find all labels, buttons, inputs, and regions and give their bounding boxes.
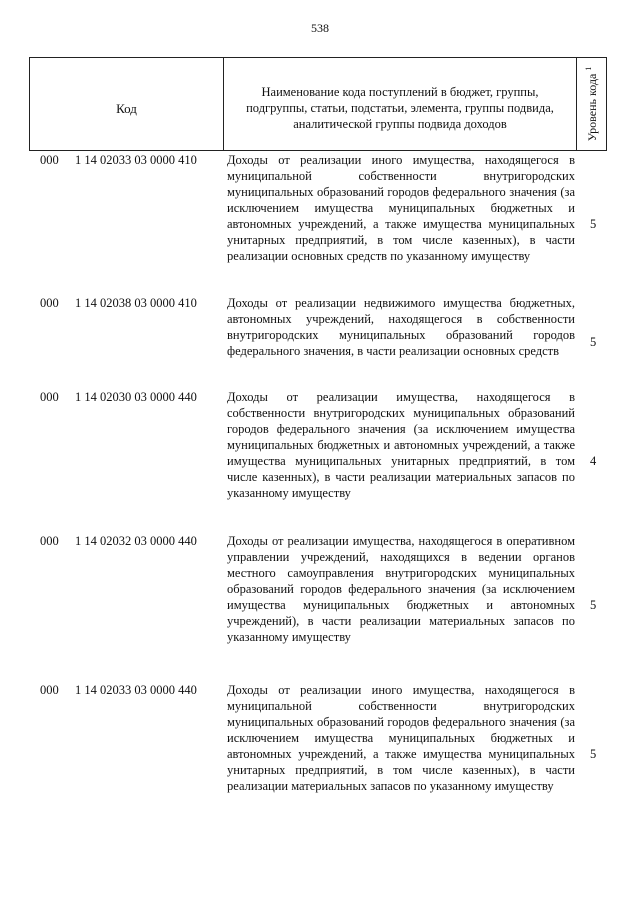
row-level: 4 [590,454,597,468]
table-header [29,57,607,151]
row-name: Доходы от реализации имущества, находящегося в собственности внутригородских муниципальных образований городов федерального значения (за исключением имущества муниципальных бюджетных и автономных учреждений, а также имущества муниципальных унитарных предприятий, в том числе казенных), в части реализации материальных запасов по указанному имуществу [227,390,575,500]
row-prefix: 000 [40,534,59,548]
header-code: Код [30,58,224,150]
row-name: Доходы от реализации недвижимого имущества бюджетных, автономных учреждений, находящегося в собственности внутригородских муниципальных образований городов федерального значения, в части реализации основных средств [227,296,575,358]
header-name: Наименование кода поступлений в бюджет, группы, подгруппы, статьи, подстатьи, элемента, группы подвида, аналитической группы подвида доходов [224,58,577,150]
row-prefix: 000 [40,153,59,167]
row-level: 5 [590,217,597,231]
header-level-text [584,67,600,142]
row-level: 5 [590,335,597,349]
row-code: 1 14 02030 03 0000 440 [75,390,197,404]
row-level: 5 [590,747,597,761]
header-level-label: Уровень кода [584,73,599,142]
header-level-footnote: 1 [583,66,593,71]
row-name: Доходы от реализации иного имущества, находящегося в муниципальной собственности внутригородских муниципальных образований городов федерального значения (за исключением имущества муниципальных бюджетных и автономных учреждений, а также имущества муниципальных унитарных предприятий, в том числе казенных), в части реализации основных средств по указанному имуществу [227,153,575,263]
row-code: 1 14 02032 03 0000 440 [75,534,197,548]
row-name: Доходы от реализации имущества, находящегося в оперативном управлении учреждений, находящихся в ведении органов местного самоуправления внутригородских муниципальных образований городов федерального значения (за исключением имущества муниципальных бюджетных и автономных учреждений), в части реализации материальных запасов по указанному имуществу [227,534,575,644]
header-level [577,58,606,150]
row-code: 1 14 02033 03 0000 440 [75,683,197,697]
row-level: 5 [590,598,597,612]
row-prefix: 000 [40,683,59,697]
row-name: Доходы от реализации иного имущества, находящегося в муниципальной собственности внутригородских муниципальных образований городов федерального значения (за исключением имущества муниципальных бюджетных и автономных учреждений, а также имущества муниципальных унитарных предприятий, в том числе казенных), в части реализации материальных запасов по указанному имуществу [227,683,575,793]
row-code: 1 14 02038 03 0000 410 [75,296,197,310]
page-number: 538 [311,21,329,35]
row-prefix: 000 [40,390,59,404]
row-prefix: 000 [40,296,59,310]
row-code: 1 14 02033 03 0000 410 [75,153,197,167]
